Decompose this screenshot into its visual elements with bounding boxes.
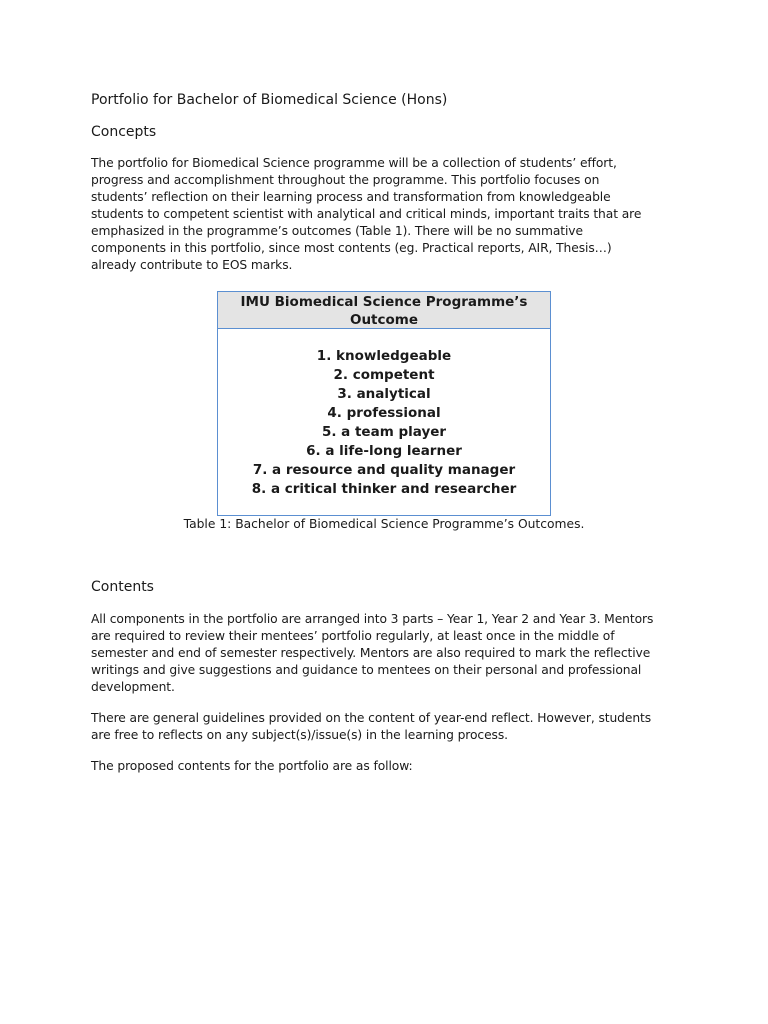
paragraph-line: students’ reflection on their learning process and transformation from knowledgeable bbox=[91, 190, 611, 204]
paragraph-line: writings and give suggestions and guidance to mentees on their personal and professional bbox=[91, 663, 642, 677]
paragraph-line: are free to reflects on any subject(s)/issue(s) in the learning process. bbox=[91, 728, 508, 742]
paragraph-line: semester and end of semester respectively. Mentors are also required to mark the reflective bbox=[91, 646, 651, 660]
paragraph-line: progress and accomplishment throughout the programme. This portfolio focuses on bbox=[91, 173, 600, 187]
outcome-item: 4. professional bbox=[327, 405, 441, 421]
contents-paragraph-1 bbox=[91, 611, 691, 696]
outcome-item: 3. analytical bbox=[337, 386, 431, 402]
outcomes-header-line: Outcome bbox=[349, 312, 419, 328]
outcome-item: 8. a critical thinker and researcher bbox=[251, 481, 517, 497]
paragraph-line: are required to review their mentees’ portfolio regularly, at least once in the middle of bbox=[91, 629, 615, 643]
contents-paragraph-3 bbox=[91, 758, 691, 775]
outcome-item: 1. knowledgeable bbox=[316, 348, 452, 364]
outcomes-header-line: IMU Biomedical Science Programme’s bbox=[240, 294, 528, 310]
paragraph-line: The portfolio for Biomedical Science programme will be a collection of students’ effort, bbox=[91, 156, 617, 170]
table-caption: Table 1: Bachelor of Biomedical Science Programme’s Outcomes. bbox=[183, 517, 585, 531]
outcome-item: 6. a life-long learner bbox=[306, 443, 462, 459]
paragraph-line: There are general guidelines provided on the content of year-end reflect. However, students bbox=[91, 711, 652, 725]
document-title: Portfolio for Bachelor of Biomedical Science (Hons) bbox=[91, 92, 448, 108]
paragraph-line: emphasized in the programme’s outcomes (Table 1). There will be no summative bbox=[91, 224, 583, 238]
outcome-item: 7. a resource and quality manager bbox=[252, 462, 516, 478]
paragraph-line: already contribute to EOS marks. bbox=[91, 258, 293, 272]
paragraph-line: students to competent scientist with analytical and critical minds, important traits that are bbox=[91, 207, 642, 221]
paragraph-line: development. bbox=[91, 680, 175, 694]
contents-paragraph-2 bbox=[91, 710, 691, 744]
paragraph-line: All components in the portfolio are arranged into 3 parts – Year 1, Year 2 and Year 3. Mentors bbox=[91, 612, 654, 626]
concepts-heading: Concepts bbox=[91, 124, 157, 140]
outcomes-table bbox=[217, 291, 551, 516]
outcomes-list bbox=[218, 329, 550, 499]
outcome-item: 2. competent bbox=[333, 367, 435, 383]
contents-heading: Contents bbox=[91, 579, 154, 595]
outcomes-table-header bbox=[218, 292, 550, 329]
outcome-item: 5. a team player bbox=[321, 424, 447, 440]
concepts-paragraph bbox=[91, 155, 691, 274]
paragraph-line: components in this portfolio, since most contents (eg. Practical reports, AIR, Thesis…) bbox=[91, 241, 612, 255]
paragraph-line: The proposed contents for the portfolio are as follow: bbox=[91, 759, 413, 773]
